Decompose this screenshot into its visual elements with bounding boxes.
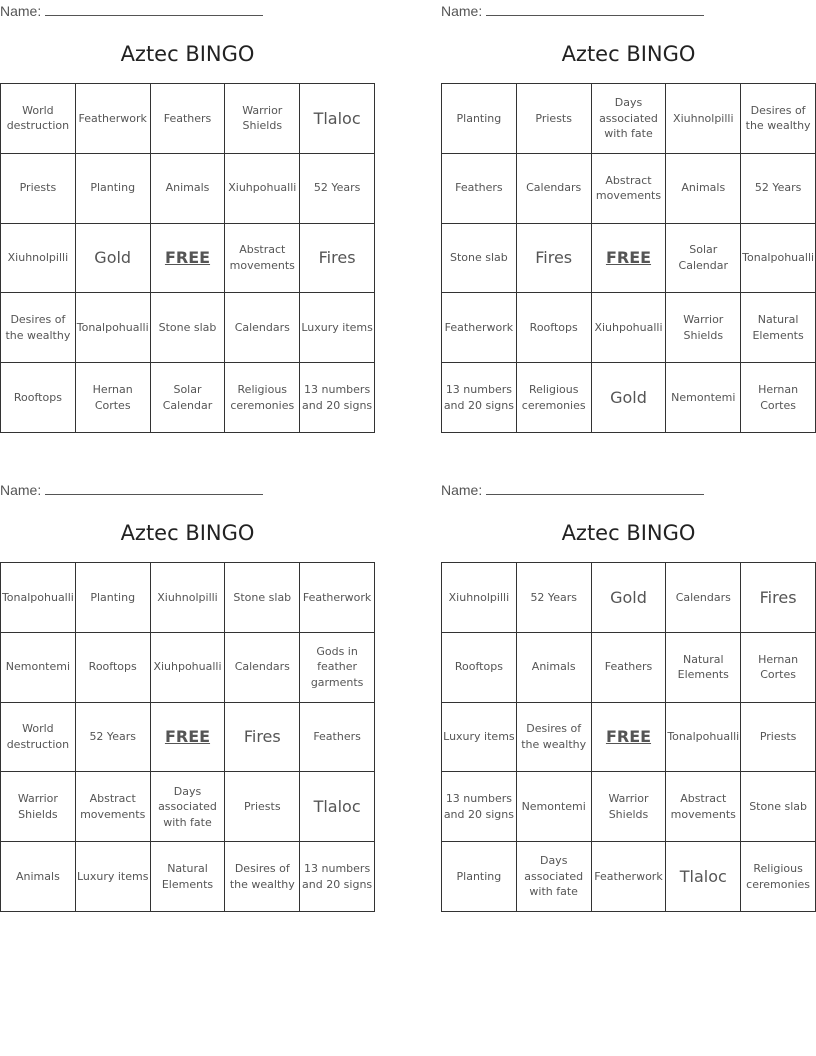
bingo-cell: Planting [76, 154, 151, 224]
name-label: Name: [441, 482, 483, 498]
bingo-cell: Tlaloc [666, 842, 741, 912]
bingo-cell: Luxury items [442, 703, 517, 773]
card-title: Aztec BINGO [120, 42, 255, 66]
bingo-cell: Rooftops [517, 293, 592, 363]
bingo-cell: Days associated with fate [517, 842, 592, 912]
bingo-cell: Xiuhpohualli [225, 154, 300, 224]
bingo-cell: Fires [517, 224, 592, 294]
bingo-cell: Abstract movements [76, 772, 151, 842]
bingo-cell: Stone slab [741, 772, 816, 842]
bingo-cell: Feathers [300, 703, 375, 773]
name-label: Name: [441, 3, 483, 19]
bingo-cell: Xiuhnolpilli [442, 563, 517, 633]
free-space-cell: FREE [151, 224, 226, 294]
bingo-cell: Feathers [151, 84, 226, 154]
bingo-cell: Xiuhnolpilli [151, 563, 226, 633]
bingo-cell: Fires [225, 703, 300, 773]
bingo-cell: Animals [151, 154, 226, 224]
bingo-cell: Hernan Cortes [741, 633, 816, 703]
bingo-cell: Hernan Cortes [76, 363, 151, 433]
name-field [0, 482, 263, 498]
bingo-cell: Abstract movements [666, 772, 741, 842]
bingo-cell: Abstract movements [592, 154, 667, 224]
bingo-cell: Nemontemi [1, 633, 76, 703]
bingo-cell: Days associated with fate [151, 772, 226, 842]
bingo-cell: 52 Years [300, 154, 375, 224]
bingo-cell: Tlaloc [300, 84, 375, 154]
bingo-cell: Gold [592, 363, 667, 433]
bingo-cell: Featherwork [592, 842, 667, 912]
bingo-cell: Priests [741, 703, 816, 773]
bingo-cell: Rooftops [442, 633, 517, 703]
bingo-cell: Tonalpohualli [76, 293, 151, 363]
bingo-cell: Desires of the wealthy [741, 84, 816, 154]
free-space-cell: FREE [592, 703, 667, 773]
bingo-cell: Abstract movements [225, 224, 300, 294]
bingo-cell: Animals [666, 154, 741, 224]
bingo-cell: Xiuhnolpilli [666, 84, 741, 154]
bingo-cell: Planting [442, 84, 517, 154]
bingo-cell: Warrior Shields [1, 772, 76, 842]
bingo-cell: Fires [300, 224, 375, 294]
bingo-cell: Natural Elements [741, 293, 816, 363]
bingo-cell: Tlaloc [300, 772, 375, 842]
bingo-cell: Desires of the wealthy [1, 293, 76, 363]
bingo-cell: Tonalpohualli [1, 563, 76, 633]
bingo-cell: World destruction [1, 84, 76, 154]
bingo-cell: Calendars [225, 633, 300, 703]
bingo-cell: Priests [225, 772, 300, 842]
bingo-cell: 13 numbers and 20 signs [300, 363, 375, 433]
bingo-grid [0, 83, 375, 433]
bingo-cell: 52 Years [741, 154, 816, 224]
bingo-cell: Hernan Cortes [741, 363, 816, 433]
name-label: Name: [0, 3, 42, 19]
bingo-cell: Warrior Shields [592, 772, 667, 842]
bingo-cell: Desires of the wealthy [225, 842, 300, 912]
bingo-cell: Gold [76, 224, 151, 294]
name-field [441, 482, 704, 498]
card-title: Aztec BINGO [561, 521, 696, 545]
name-field [441, 3, 704, 19]
bingo-cell: Luxury items [300, 293, 375, 363]
bingo-cell: Religious ceremonies [517, 363, 592, 433]
bingo-cell: Warrior Shields [225, 84, 300, 154]
bingo-cell: 52 Years [517, 563, 592, 633]
name-field [0, 3, 263, 19]
bingo-cell: Calendars [666, 563, 741, 633]
bingo-cell: Rooftops [1, 363, 76, 433]
bingo-cell: Religious ceremonies [225, 363, 300, 433]
bingo-cell: Natural Elements [666, 633, 741, 703]
bingo-cell: Xiuhpohualli [592, 293, 667, 363]
bingo-cell: Xiuhpohualli [151, 633, 226, 703]
bingo-cell: Planting [76, 563, 151, 633]
bingo-cell: Religious ceremonies [741, 842, 816, 912]
card-title: Aztec BINGO [561, 42, 696, 66]
bingo-cell: Stone slab [151, 293, 226, 363]
bingo-cell: Priests [517, 84, 592, 154]
bingo-cell: Natural Elements [151, 842, 226, 912]
bingo-cell: Calendars [517, 154, 592, 224]
bingo-cell: Warrior Shields [666, 293, 741, 363]
bingo-cell: Planting [442, 842, 517, 912]
bingo-cell: Days associated with fate [592, 84, 667, 154]
free-space-cell: FREE [592, 224, 667, 294]
bingo-cell: Gold [592, 563, 667, 633]
bingo-cell: Rooftops [76, 633, 151, 703]
bingo-cell: Gods in feather garments [300, 633, 375, 703]
bingo-cell: Tonalpohualli [666, 703, 741, 773]
bingo-cell: Solar Calendar [151, 363, 226, 433]
bingo-cell: Xiuhnolpilli [1, 224, 76, 294]
bingo-cell: Priests [1, 154, 76, 224]
bingo-cell: Luxury items [76, 842, 151, 912]
name-blank-line[interactable] [486, 3, 704, 16]
bingo-cell: Fires [741, 563, 816, 633]
free-space-cell: FREE [151, 703, 226, 773]
bingo-cell: Animals [1, 842, 76, 912]
name-label: Name: [0, 482, 42, 498]
bingo-cell: Feathers [442, 154, 517, 224]
name-blank-line[interactable] [45, 482, 263, 495]
bingo-grid [441, 562, 816, 912]
card-title: Aztec BINGO [120, 521, 255, 545]
bingo-cell: Animals [517, 633, 592, 703]
bingo-cell: Nemontemi [666, 363, 741, 433]
bingo-cell: Solar Calendar [666, 224, 741, 294]
bingo-cell: Stone slab [442, 224, 517, 294]
bingo-cell: Featherwork [442, 293, 517, 363]
bingo-cell: Feathers [592, 633, 667, 703]
bingo-cell: World destruction [1, 703, 76, 773]
bingo-grid [441, 83, 816, 433]
bingo-cell: 13 numbers and 20 signs [442, 772, 517, 842]
bingo-cell: Desires of the wealthy [517, 703, 592, 773]
bingo-cell: Featherwork [76, 84, 151, 154]
bingo-cell: Tonalpohualli [741, 224, 816, 294]
bingo-cell: 13 numbers and 20 signs [300, 842, 375, 912]
bingo-cell: Nemontemi [517, 772, 592, 842]
name-blank-line[interactable] [45, 3, 263, 16]
name-blank-line[interactable] [486, 482, 704, 495]
bingo-cell: Featherwork [300, 563, 375, 633]
bingo-cell: Stone slab [225, 563, 300, 633]
bingo-cell: 13 numbers and 20 signs [442, 363, 517, 433]
bingo-cell: Calendars [225, 293, 300, 363]
bingo-grid [0, 562, 375, 912]
bingo-cell: 52 Years [76, 703, 151, 773]
